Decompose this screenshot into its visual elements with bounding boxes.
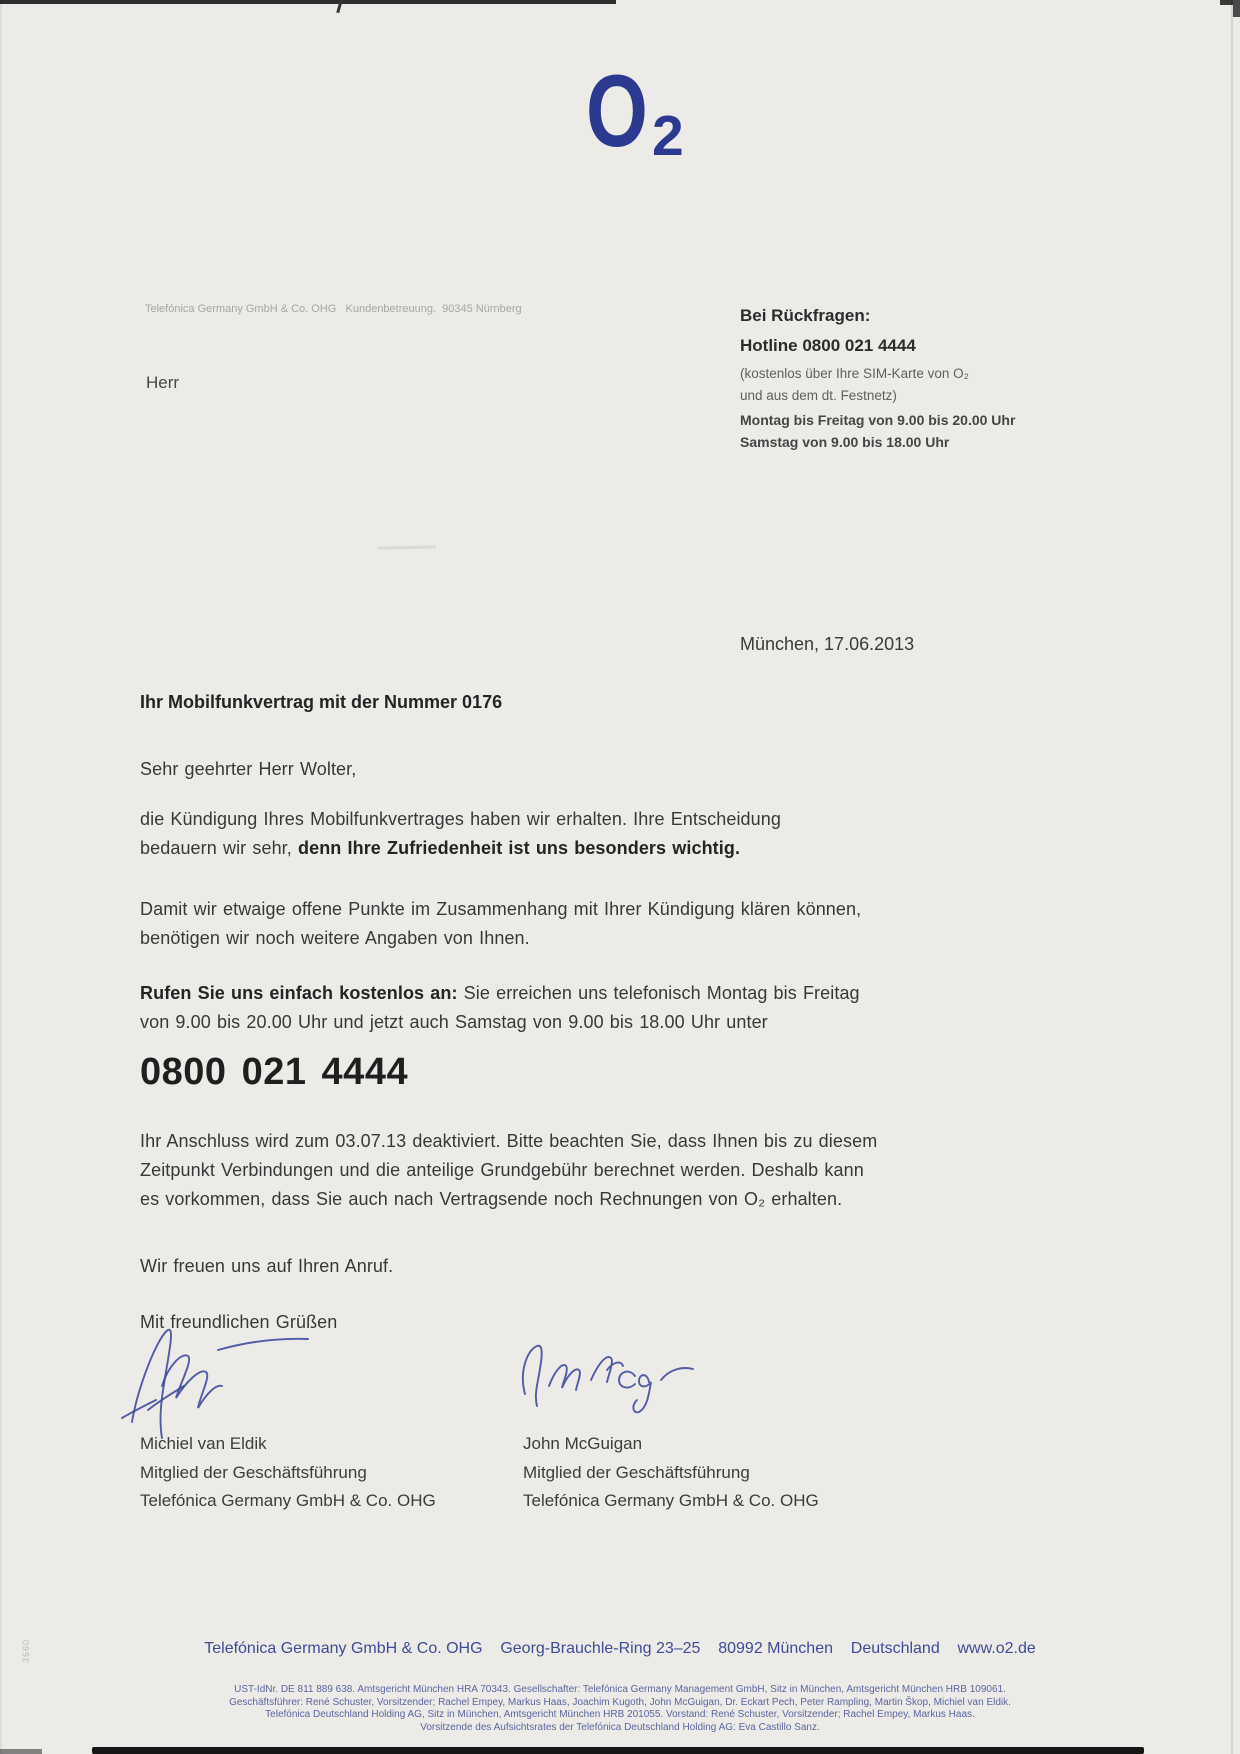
hotline-number-large: 0800 021 4444 <box>140 1051 409 1093</box>
para4-line2: Zeitpunkt Verbindungen und die anteilige Grundgebühr berechnet werden. Deshalb kann <box>140 1160 864 1180</box>
para3-line1 <box>140 979 860 1008</box>
subject-line: Ihr Mobilfunkvertrag mit der Nummer 0176 <box>140 692 503 712</box>
para2-line1: Damit wir etwaige offene Punkte im Zusammenhang mit Ihrer Kündigung klären können, <box>140 899 862 919</box>
contact-note-line2: und aus dem dt. Festnetz) <box>740 388 897 403</box>
para1-line2 <box>140 834 781 863</box>
sender-return-address: Telefónica Germany GmbH & Co. OHG Kundenbetreuung. 90345 Nürnberg <box>145 303 522 315</box>
para4-line3: es vorkommen, dass Sie auch nach Vertragsende noch Rechnungen von O₂ erhalten. <box>140 1189 843 1209</box>
signer-role: Mitglied der Geschäftsführung <box>523 1462 750 1482</box>
signature-ink-left <box>118 1322 318 1447</box>
contact-heading: Bei Rückfragen: <box>740 306 871 325</box>
paragraph-call-us <box>140 979 860 1037</box>
para4-line1: Ihr Anschluss wird zum 03.07.13 deaktiviert. Bitte beachten Sie, dass Ihnen bis zu diesem <box>140 1131 878 1151</box>
para1-l1-text: die Kündigung Ihres Mobilfunkvertrages haben wir erhalten. Ihre Entscheidung <box>140 809 781 829</box>
o2-logo-subscript: 2 <box>652 104 684 168</box>
scan-edge-top <box>0 0 616 4</box>
contact-hours-saturday: Samstag von 9.00 bis 18.00 Uhr <box>740 434 950 450</box>
para3-l1-regular: Sie erreichen uns telefonisch Montag bis Freitag <box>457 983 860 1003</box>
signer-company: Telefónica Germany GmbH & Co. OHG <box>140 1491 436 1510</box>
contact-note-line1: (kostenlos über Ihre SIM-Karte von O₂ <box>740 366 969 381</box>
scan-corner-top-right-2 <box>1233 0 1240 17</box>
footer-legal-line: Vorsitzende des Aufsichtsrates der Telefónica Deutschland Holding AG: Eva Castillo Sanz. <box>420 1721 820 1733</box>
closing-regards-text: Mit freundlichen Grüßen <box>140 1312 338 1332</box>
signer-name: John McGuigan <box>523 1434 643 1453</box>
scan-edge-right <box>1231 0 1233 1754</box>
o2-logo <box>586 53 716 173</box>
signer-name: Michiel van Eldik <box>140 1434 267 1453</box>
scan-bottom-corner <box>0 1749 42 1754</box>
footer-legal-line: Telefónica Deutschland Holding AG, Sitz in München, Amtsgericht München HRB 201055. Vorstand: René Schuster, Vorsitzender; Rachel Empey, Markus Haas. <box>265 1709 975 1720</box>
footer-legal-block <box>0 1684 1240 1734</box>
salutation <box>140 755 356 784</box>
signer-company: Telefónica Germany GmbH & Co. OHG <box>523 1491 819 1510</box>
para1-line1 <box>140 805 781 834</box>
paragraph-deactivation-notice <box>140 1127 877 1214</box>
footer-legal-line: UST-IdNr. DE 811 889 638. Amtsgericht München HRA 70343. Gesellschafter: Telefónica Germany Management GmbH, Sitz in München, Amtsgericht München HRB 109061. <box>234 1684 1006 1695</box>
contact-hotline: Hotline 0800 021 4444 <box>740 336 916 355</box>
signature-block-left <box>140 1430 436 1516</box>
scan-edge-left <box>0 0 2 1754</box>
para3-l1-bold: Rufen Sie uns einfach kostenlos an: <box>140 983 458 1003</box>
para2-line2: benötigen wir noch weitere Angaben von Ihnen. <box>140 928 530 948</box>
closing-call-text: Wir freuen uns auf Ihren Anruf. <box>140 1256 394 1276</box>
footer-legal-line: Geschäftsführer: René Schuster, Vorsitzender; Rachel Empey, Markus Haas, Joachim Kugoth, John McGuigan, Dr. Eckart Pech, Peter Rampling, Martin Škop, Michiel van Eldik. <box>229 1696 1011 1708</box>
dateline: München, 17.06.2013 <box>740 634 915 654</box>
para1-l2-bold: denn Ihre Zufriedenheit ist uns besonders wichtig. <box>298 838 741 858</box>
contact-hours-weekdays: Montag bis Freitag von 9.00 bis 20.00 Uhr <box>740 412 1016 428</box>
salutation-text: Sehr geehrter Herr Wolter, <box>140 759 357 779</box>
paragraph-open-points <box>140 895 861 953</box>
o2-logo-letter: O <box>586 54 648 168</box>
scan-bottom-bar <box>92 1747 1144 1754</box>
footer-company-address: Telefónica Germany GmbH & Co. OHG Georg-Brauchle-Ring 23–25 80992 München Deutschland www.o2.de <box>204 1640 1036 1657</box>
recipient-salutation: Herr <box>146 373 180 392</box>
para3-line2: von 9.00 bis 20.00 Uhr und jetzt auch Samstag von 9.00 bis 18.00 Uhr unter <box>140 1012 768 1032</box>
signature-block-right <box>523 1430 819 1516</box>
scan-edge-mark: 3660 <box>21 1638 32 1664</box>
signature-ink-right <box>515 1336 705 1431</box>
paragraph-cancellation-received <box>140 805 781 863</box>
signer-role: Mitglied der Geschäftsführung <box>140 1462 367 1482</box>
para1-l2-regular: bedauern wir sehr, <box>140 838 298 858</box>
closing-call-line <box>140 1252 393 1281</box>
scan-smudge <box>378 545 436 549</box>
